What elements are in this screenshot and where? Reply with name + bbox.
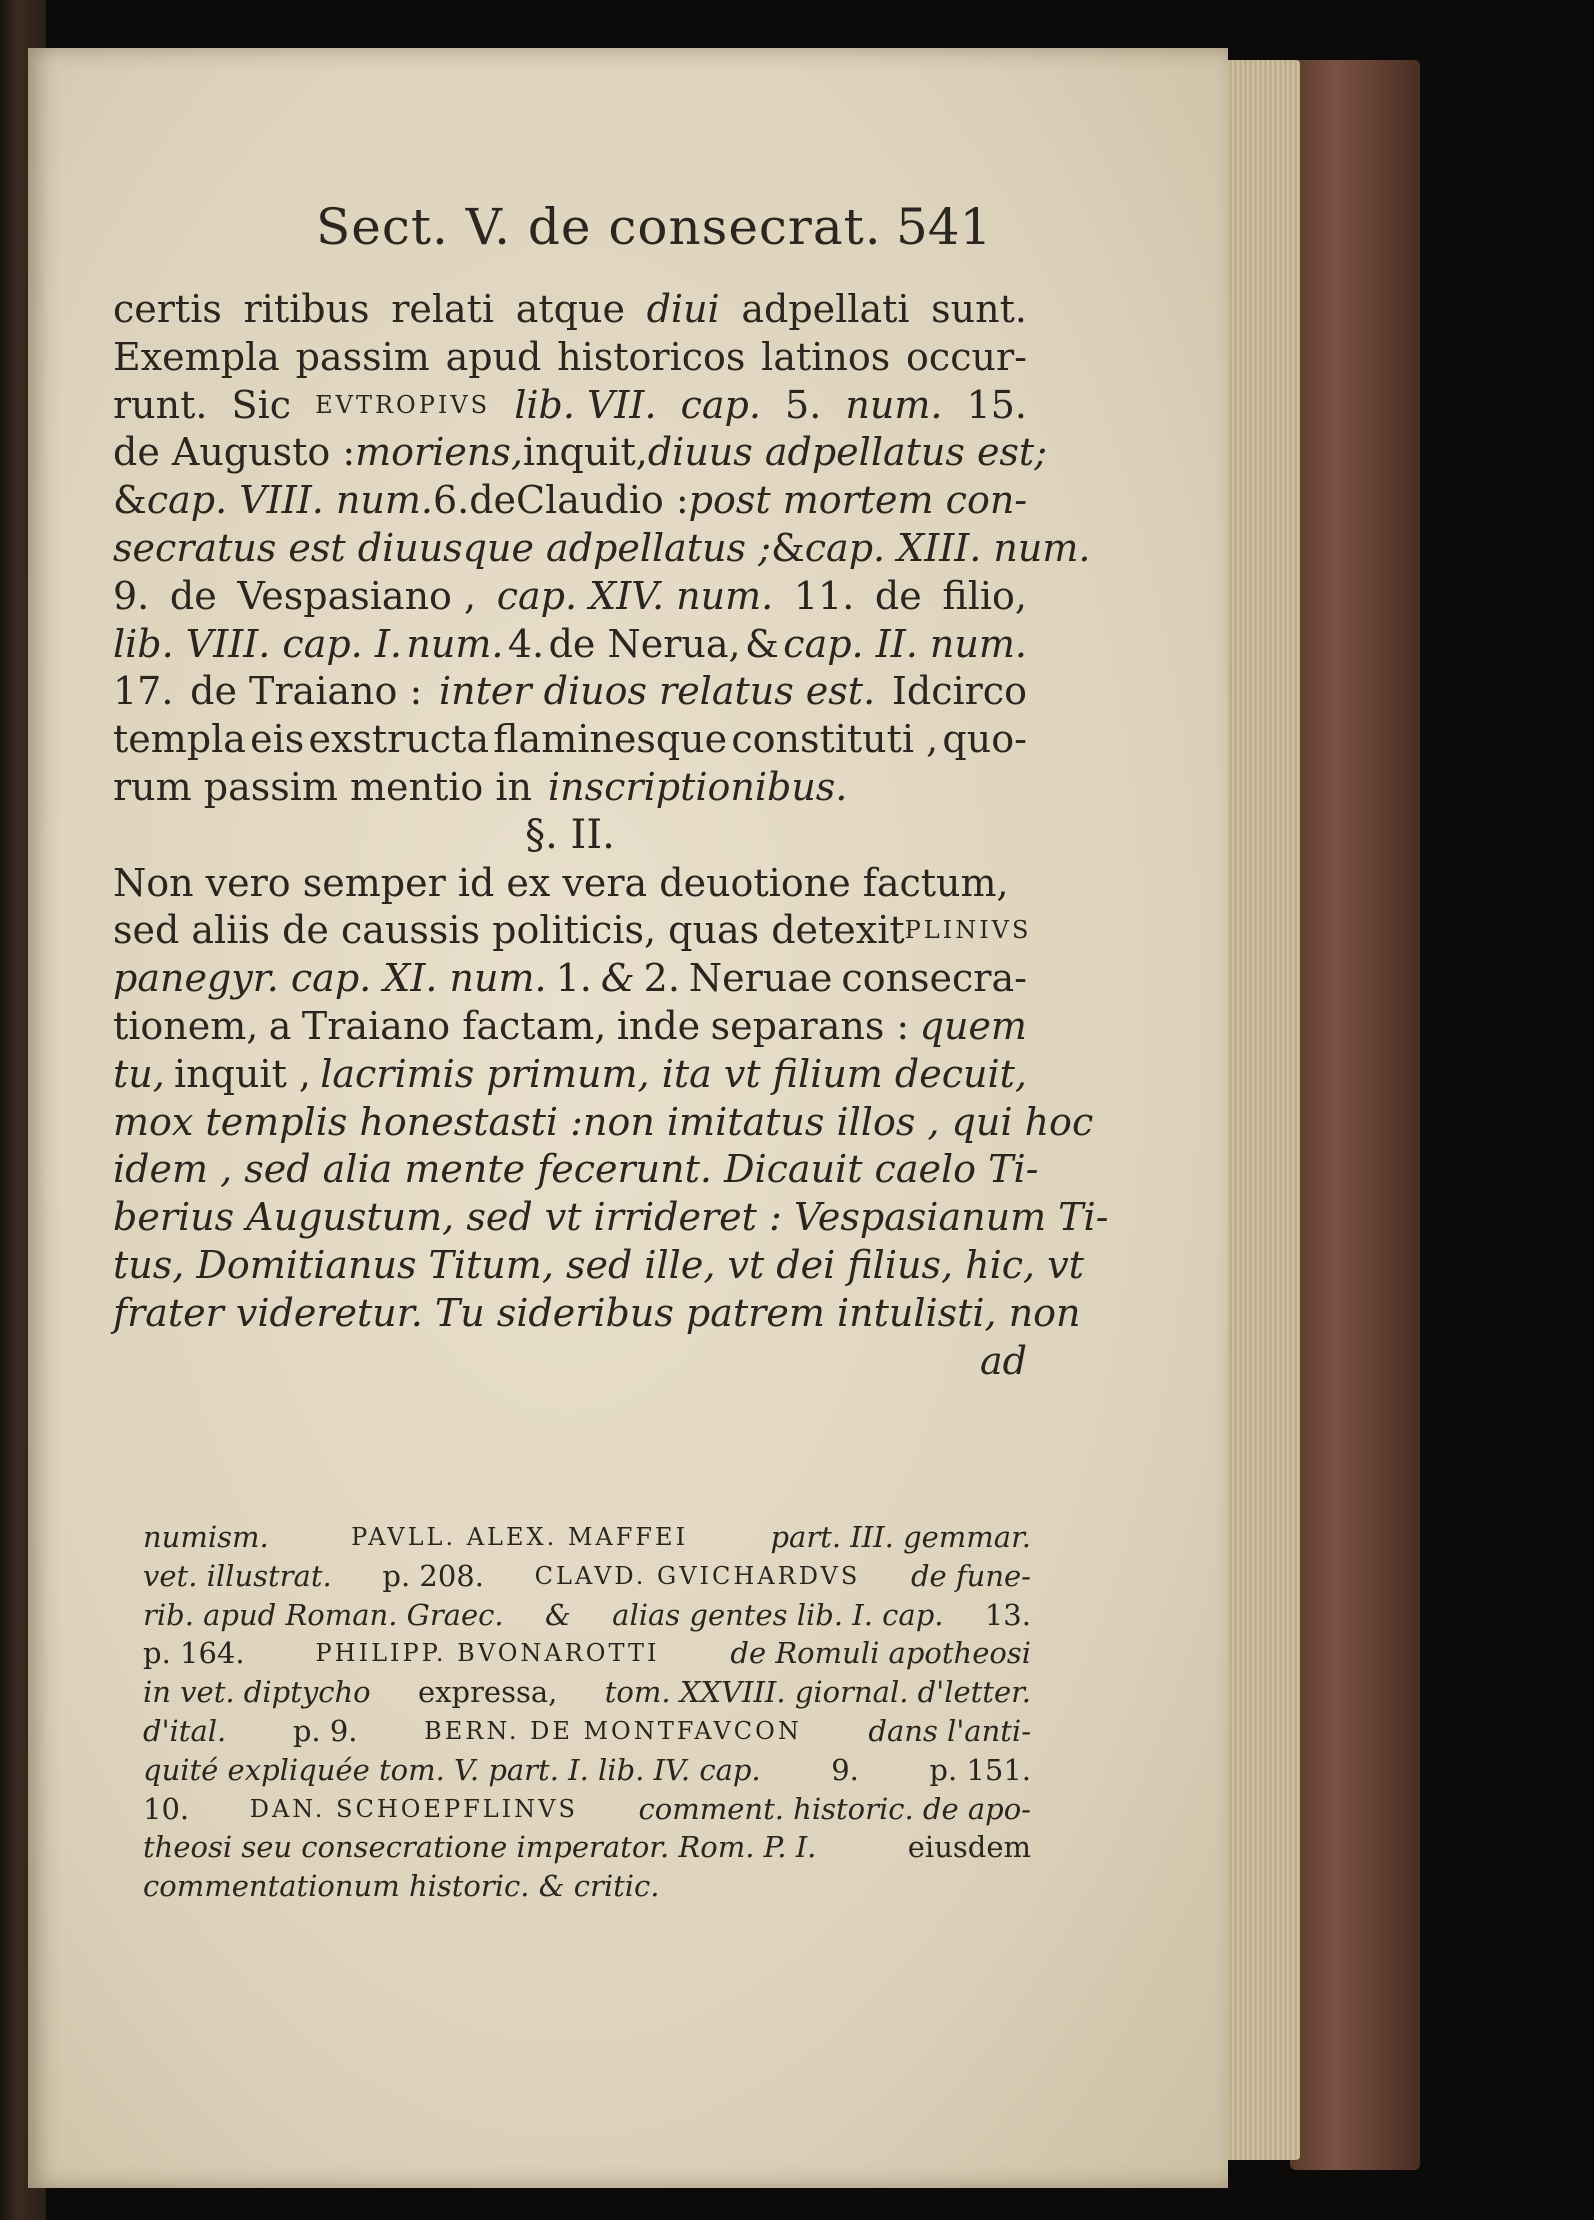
text-segment: panegyr. cap. XI. num. <box>113 956 547 1001</box>
text-line <box>143 1751 1031 1790</box>
text-line <box>143 1557 1031 1596</box>
text-line <box>113 429 1048 477</box>
text-segment: cap. VIII. num. <box>146 478 433 523</box>
text-line <box>143 1518 1031 1557</box>
text-line <box>143 1596 1031 1635</box>
text-segment: dans l'anti- <box>868 1713 1031 1748</box>
page-number: 541 <box>896 198 992 256</box>
text-segment: runt. <box>113 382 208 427</box>
text-segment: berius Augustum, sed vt irrideret : Vespasianum Ti- <box>113 1195 1109 1240</box>
paragraph-2 <box>113 860 1109 1338</box>
text-segment: separans : <box>710 1003 910 1048</box>
text-segment: de <box>169 573 217 618</box>
section-label: §. II. <box>525 811 615 858</box>
text-segment: 15. <box>966 382 1027 427</box>
text-segment: BERN. DE MONTFAVCON <box>424 1716 802 1745</box>
text-segment: mox templis honestasti : <box>113 1099 583 1144</box>
text-line <box>113 477 1027 525</box>
text-line <box>113 1194 1109 1242</box>
text-segment: de <box>469 478 517 523</box>
text-line <box>143 1673 1031 1712</box>
catchword-line <box>113 1338 1027 1386</box>
text-segment: 9. <box>831 1752 859 1787</box>
text-segment: Neruae <box>688 956 833 1001</box>
text-segment: 9. <box>113 573 150 618</box>
text-segment: post mortem con- <box>688 478 1028 523</box>
text-segment: cap. XIII. num. <box>804 525 1091 570</box>
text-segment: cap. XIV. num. <box>496 573 774 618</box>
text-line <box>113 573 1027 621</box>
text-segment: 6. <box>432 478 470 523</box>
text-line <box>113 1242 1084 1290</box>
text-line <box>113 1051 1027 1099</box>
text-segment: passim <box>295 334 430 379</box>
text-segment: apud <box>445 334 542 379</box>
text-segment: PHILIPP. BVONAROTTI <box>315 1639 660 1668</box>
text-segment: templa <box>113 717 246 762</box>
text-segment: Non vero semper id ex vera deuotione factum, <box>113 860 1009 905</box>
text-segment: sed aliis de caussis politicis, quas detexit <box>113 908 905 953</box>
text-segment: inter diuos relatus est. <box>438 669 876 714</box>
text-line <box>143 1828 1031 1867</box>
text-line <box>113 525 1091 573</box>
text-segment: tu, <box>113 1051 165 1096</box>
text-segment: tom. XXVIII. giornal. d'letter. <box>604 1675 1031 1710</box>
book-cover-right <box>1290 60 1420 2170</box>
text-segment: consecra- <box>841 956 1027 1001</box>
text-segment: CLAVD. GVICHARDVS <box>534 1561 861 1590</box>
text-segment: cap. II. num. <box>783 621 1027 666</box>
text-segment: p. 208. <box>382 1558 484 1593</box>
text-segment: inquit, <box>522 430 648 475</box>
text-segment: & <box>745 621 779 666</box>
text-segment: sunt. <box>931 287 1027 331</box>
text-segment: expressa, <box>417 1675 558 1710</box>
text-segment: num. <box>406 621 504 666</box>
text-line <box>113 1146 1039 1194</box>
text-segment: Exempla <box>113 334 280 379</box>
text-segment: frater videretur. Tu sideribus patrem intulisti, non <box>113 1290 1081 1335</box>
paragraph-1 <box>113 286 1091 812</box>
text-segment: vet. illustrat. <box>143 1558 332 1593</box>
text-line <box>113 668 1027 716</box>
text-line <box>113 334 1027 382</box>
text-line <box>113 907 1032 955</box>
catchword: ad <box>980 1338 1027 1383</box>
text-segment: 4. <box>507 621 545 666</box>
text-segment: Vespasiano , <box>237 573 477 618</box>
text-segment: rum passim mentio in <box>113 764 533 809</box>
text-line <box>113 382 1027 430</box>
text-segment: eiusdem <box>907 1830 1031 1865</box>
text-line <box>113 286 1027 334</box>
text-segment: 10. <box>143 1791 190 1826</box>
text-segment: num. <box>845 382 943 427</box>
text-segment: secratus est diuusque adpellatus ; <box>113 525 771 570</box>
text-segment: & <box>600 956 635 1001</box>
footnotes <box>143 1518 1031 1906</box>
text-segment: PAVLL. ALEX. MAFFEI <box>351 1523 689 1551</box>
text-line <box>143 1867 1031 1906</box>
footnote-block <box>143 1518 1031 1906</box>
text-segment: diui <box>646 287 720 331</box>
text-segment: a <box>268 1003 292 1048</box>
text-line <box>113 1290 1081 1338</box>
text-segment: p. 9. <box>292 1713 358 1748</box>
text-segment: d'ital. <box>143 1713 227 1748</box>
text-segment: rib. apud Roman. Graec. <box>143 1597 504 1632</box>
text-segment: 1. <box>555 956 592 1001</box>
text-segment: 17. <box>113 669 174 714</box>
text-segment: & <box>113 478 147 523</box>
text-segment: DAN. SCHOEPFLINVS <box>249 1794 578 1823</box>
text-segment: de Augusto : <box>113 430 356 475</box>
text-segment: & <box>544 1597 571 1632</box>
text-segment: EVTROPIVS <box>315 390 491 419</box>
text-segment: 2. <box>643 956 680 1001</box>
text-segment: Idcirco <box>891 669 1027 714</box>
text-segment: lacrimis primum, ita vt filium decuit, <box>320 1051 1027 1096</box>
text-line <box>143 1712 1031 1751</box>
text-segment: adpellati <box>741 287 910 331</box>
text-segment: inde <box>616 1003 701 1048</box>
section-heading <box>113 812 1027 860</box>
text-segment: lib. VIII. cap. I. <box>113 621 402 666</box>
text-segment: occur- <box>906 334 1027 379</box>
text-line <box>113 955 1027 1003</box>
text-segment: de fune- <box>910 1558 1031 1593</box>
text-segment: Traiano factam, <box>301 1003 607 1048</box>
text-segment: flaminesque <box>493 717 728 762</box>
text-line <box>113 860 1027 908</box>
text-segment: p. 151. <box>929 1752 1031 1787</box>
text-segment: relati <box>391 287 495 331</box>
text-segment: de Romuli apotheosi <box>730 1636 1031 1671</box>
text-segment: non imitatus illos , qui hoc <box>582 1099 1094 1144</box>
text-segment: quo- <box>942 717 1027 762</box>
text-segment: de Nerua, <box>548 621 741 666</box>
text-segment: de Traiano : <box>190 669 423 714</box>
text-line <box>113 621 1027 669</box>
text-segment: inscriptionibus. <box>548 764 848 809</box>
text-segment: part. III. gemmar. <box>770 1520 1031 1554</box>
text-segment: filio, <box>942 573 1027 618</box>
text-segment: alias gentes lib. I. cap. <box>612 1597 944 1632</box>
text-segment: cap. <box>680 382 761 427</box>
text-line <box>143 1790 1031 1829</box>
book-page <box>28 48 1228 2188</box>
text-segment: 13. <box>984 1597 1031 1632</box>
text-segment: certis <box>113 287 222 331</box>
text-segment: numism. <box>143 1520 269 1554</box>
text-segment: tionem, <box>113 1003 259 1048</box>
text-segment: eis <box>250 717 305 762</box>
text-segment: 11. <box>793 573 855 618</box>
text-segment: quem <box>919 1003 1027 1048</box>
text-segment: lib. VII. <box>514 382 657 427</box>
text-segment: ritibus <box>243 287 370 331</box>
text-segment: commentationum historic. & critic. <box>143 1869 660 1904</box>
text-segment: diuus adpellatus est; <box>647 430 1048 475</box>
text-segment: in vet. diptycho <box>143 1675 371 1710</box>
text-line <box>113 1099 1094 1147</box>
text-segment: tus, Domitianus Titum, sed ille, vt dei filius, hic, vt <box>113 1242 1084 1287</box>
text-segment: p. 164. <box>143 1636 245 1671</box>
text-line <box>143 1634 1031 1673</box>
text-segment: exstructa <box>308 717 490 762</box>
text-segment: & <box>770 525 805 570</box>
text-segment: moriens, <box>355 430 523 475</box>
text-segment: 5. <box>785 382 822 427</box>
text-segment: theosi seu consecratione imperator. Rom. P. I. <box>143 1830 817 1865</box>
text-line <box>113 1003 1027 1051</box>
text-segment: constituti , <box>731 717 939 762</box>
text-line <box>113 716 1027 764</box>
text-segment: inquit , <box>174 1051 312 1096</box>
text-segment: atque <box>515 287 625 331</box>
running-head: Sect. V. de consecrat. <box>316 198 882 256</box>
text-segment: historicos <box>557 334 746 379</box>
text-segment: Claudio : <box>516 478 689 523</box>
text-line <box>113 764 1027 812</box>
text-segment: Sic <box>231 382 292 427</box>
text-segment: comment. historic. de apo- <box>638 1791 1031 1826</box>
text-segment: quité expliquée tom. V. part. I. lib. IV. cap. <box>143 1752 761 1787</box>
text-segment: de <box>874 573 922 618</box>
text-segment: PLINIVS <box>904 916 1032 945</box>
text-segment: idem , sed alia mente fecerunt. Dicauit caelo Ti- <box>113 1147 1039 1192</box>
text-segment: latinos <box>761 334 891 379</box>
main-text <box>113 286 1109 1385</box>
